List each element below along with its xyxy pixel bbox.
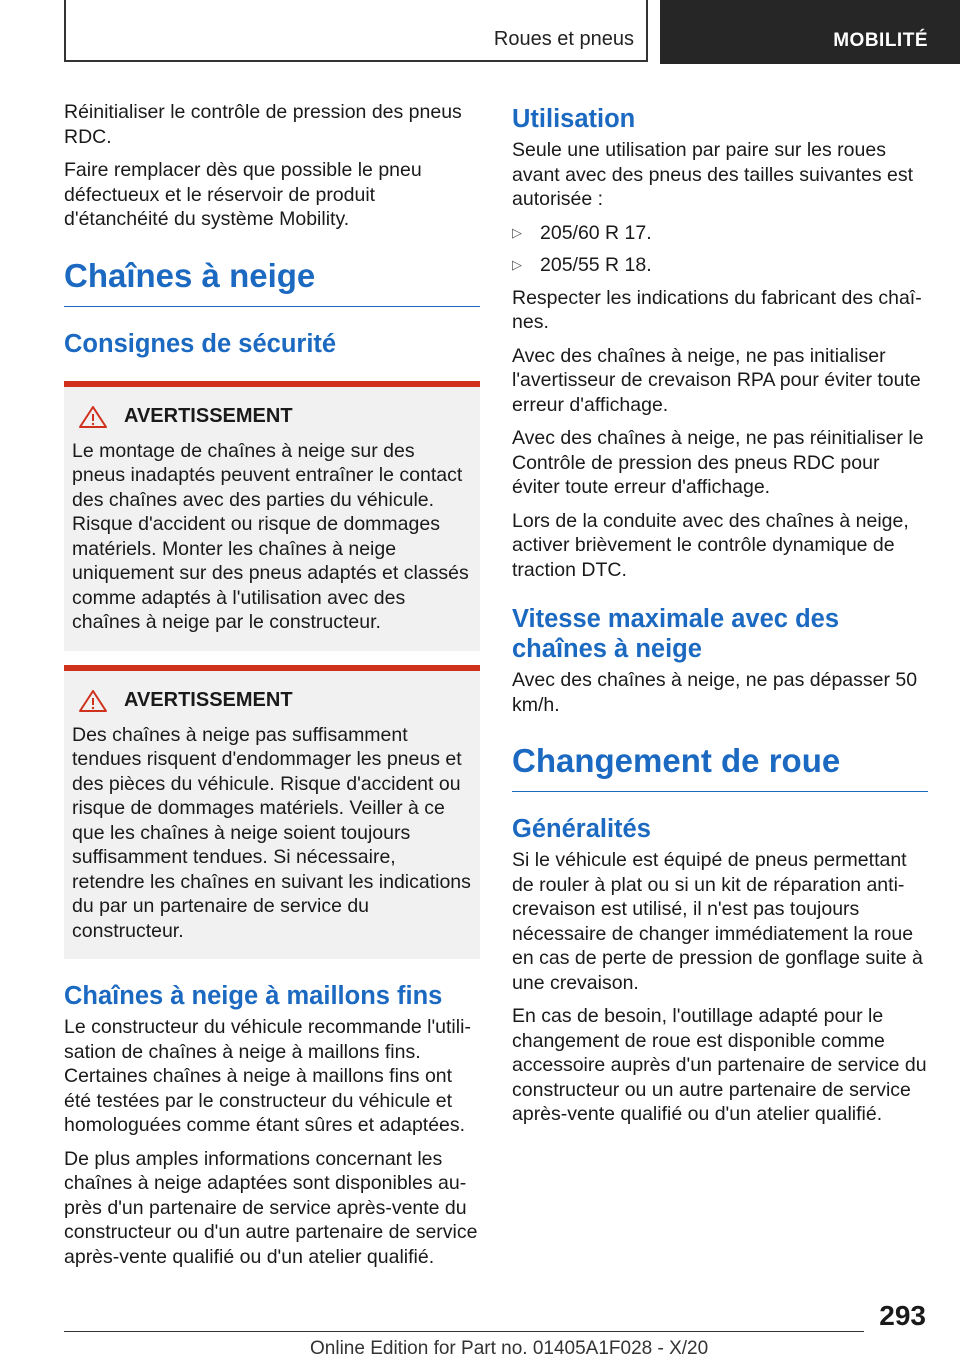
heading-general: Généralités bbox=[512, 815, 651, 843]
warning-triangle-icon bbox=[78, 689, 108, 713]
paragraph: Respecter les indications du fabricant des chaînes. bbox=[512, 286, 922, 333]
warning-box bbox=[64, 381, 480, 651]
list-item bbox=[512, 253, 928, 278]
warning-title: AVERTISSEMENT bbox=[124, 689, 293, 711]
warning-text: Des chaînes à neige pas suffisamment tendues risquent d'endommager les pneus et des pièces du véhicule. Risque d'accident ou risque de dommages matériels. Veiller à ce que les chaînes à neige soient toujours suffisamment tendues. Si nécessaire, retendre les chaînes en suivant les indications du par un partenaire de service du constructeur. bbox=[72, 723, 471, 942]
paragraph: Réinitialiser le contrôle de pression des pneus RDC. bbox=[64, 101, 462, 148]
footer-divider bbox=[64, 1331, 864, 1332]
heading-wheel-change: Changement de roue bbox=[512, 741, 928, 792]
paragraph: Avec des chaînes à neige, ne pas initialiser l'avertisseur de crevaison RPA pour éviter toute erreur d'affichage. bbox=[512, 344, 921, 416]
paragraph: Seule une utilisation par paire sur les roues avant avec des pneus des tailles suivantes est autorisée : bbox=[512, 139, 914, 210]
paragraph: En cas de besoin, l'outillage adapté pour le changement de roue est disponible comme accessoire auprès d'un partenaire de service du constructeur ou un autre partenaire de service après-vente qualifié ou d'un atelier qualifié. bbox=[512, 1005, 927, 1125]
page-number: 293 bbox=[879, 1300, 926, 1331]
list-item bbox=[512, 221, 928, 246]
list-item-text: 205/55 R 18. bbox=[540, 254, 652, 276]
heading-safety: Consignes de sécurité bbox=[64, 329, 337, 358]
right-column bbox=[512, 100, 928, 1136]
paragraph: De plus amples informations concernant les chaînes à neige adaptées sont disponibles auprès d'un partenaire de service après-vente du constructeur ou d'un autre partenaire de service après-vente qualifié ou d'un atelier qualifié. bbox=[64, 1147, 478, 1268]
paragraph: Si le véhicule est équipé de pneus permettant de rouler à plat ou si un kit de réparation anti-crevaison est utilisé, il n'est pas toujours nécessaire de changer immédiatement la roue en cas de perte de pression de gonflage suite à une crevaison. bbox=[512, 849, 923, 994]
tire-size-list bbox=[512, 221, 928, 278]
left-column bbox=[64, 100, 480, 1278]
triangle-bullet-icon: ▷ bbox=[512, 257, 522, 272]
warning-triangle-icon bbox=[78, 405, 108, 429]
warning-header bbox=[72, 689, 472, 713]
warning-box bbox=[64, 665, 480, 960]
warning-header bbox=[72, 405, 472, 429]
heading-snow-chains: Chaînes à neige bbox=[64, 256, 480, 307]
heading-max-speed: Vitesse maximale avec des chaînes à neige bbox=[512, 605, 840, 663]
paragraph: Avec des chaînes à neige, ne pas réinitialiser le Contrôle de pression des pneus RDC pour éviter toute erreur d'affichage. bbox=[512, 427, 924, 498]
triangle-bullet-icon: ▷ bbox=[512, 224, 522, 240]
heading-fine-link-chains: Chaînes à neige à maillons fins bbox=[64, 982, 443, 1010]
paragraph: Le constructeur du véhicule recommande l'utilisation de chaînes à neige à maillons fins. Certaines chaînes à neige à maillons fins ont été testées par le constructeur du véhicule et homologuées comme étant sûres et adaptées. bbox=[64, 1016, 471, 1136]
warning-title: AVERTISSEMENT bbox=[124, 405, 293, 427]
header-chapter-box bbox=[660, 0, 960, 64]
header-section-box bbox=[64, 0, 648, 62]
paragraph: Faire remplacer dès que possible le pneu défectueux et le réservoir de produit d'étanchéité du système Mobility. bbox=[64, 159, 422, 230]
warning-text: Le montage de chaînes à neige sur des pneus inadaptés peuvent entraîner le contact des chaînes avec des parties du véhicule. Risque d'accident ou risque de dommages matériels. Monter les chaînes à neige uniquement sur des pneus adaptés et classés comme adaptés à l'utilisation avec des chaînes à neige par le constructeur. bbox=[72, 439, 469, 633]
paragraph: Lors de la conduite avec des chaînes à neige, activer brièvement le contrôle dynamique de traction DTC. bbox=[512, 509, 909, 581]
header-chapter-title: MOBILITÉ bbox=[833, 30, 928, 51]
paragraph: Avec des chaînes à neige, ne pas dépasser 50 km/h. bbox=[512, 669, 918, 716]
heading-usage: Utilisation bbox=[512, 105, 636, 133]
list-item-text: 205/60 R 17. bbox=[540, 221, 652, 244]
footer-edition: Online Edition for Part no. 01405A1F028 - X/20 bbox=[310, 1338, 709, 1359]
header-section-title: Roues et pneus bbox=[493, 28, 634, 50]
